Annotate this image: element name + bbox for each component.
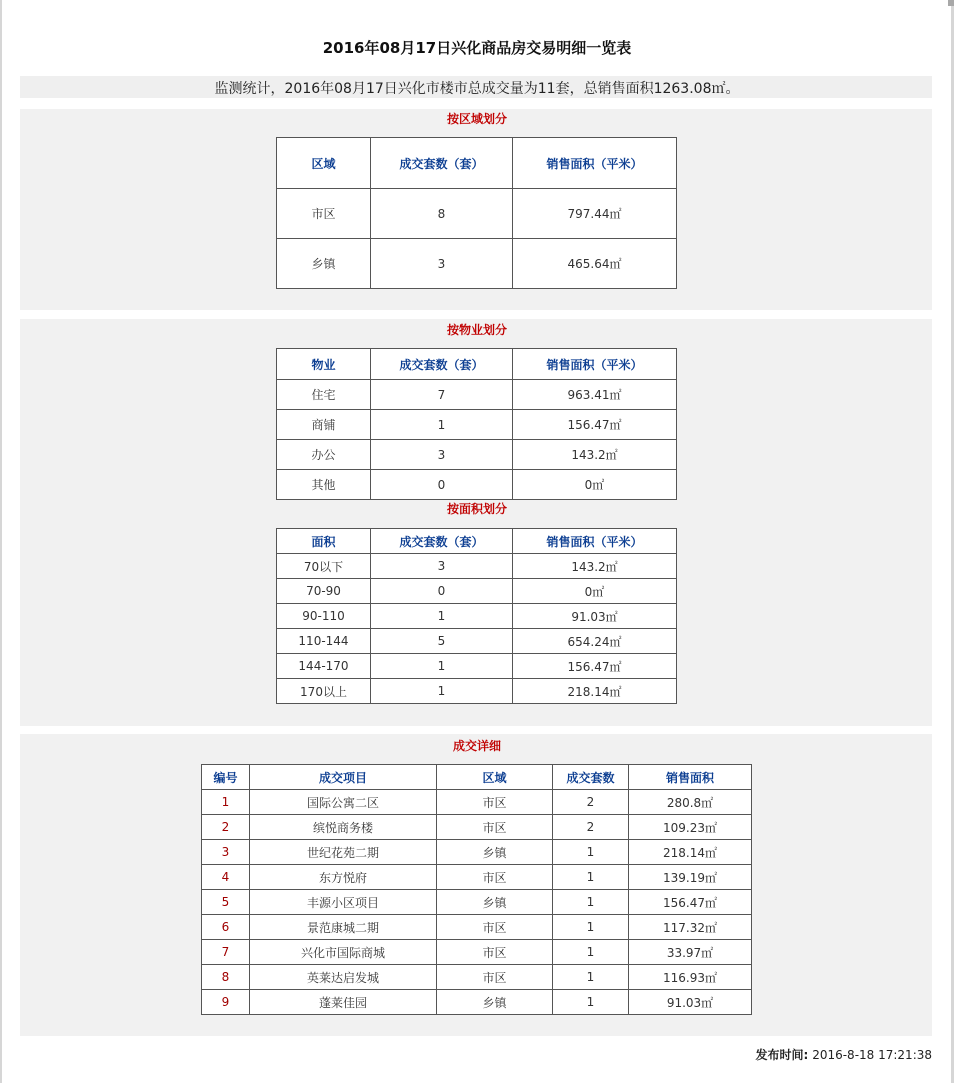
table-row xyxy=(202,890,752,915)
count-cell: 1 xyxy=(371,604,513,629)
area-cell: 280.8㎡ xyxy=(629,790,752,815)
table-row xyxy=(202,915,752,940)
project-cell: 缤悦商务楼 xyxy=(250,815,437,840)
count-cell: 1 xyxy=(553,865,629,890)
table-row xyxy=(277,189,677,239)
count-cell: 1 xyxy=(371,410,513,440)
publish-time xyxy=(756,1046,932,1063)
column-header: 成交套数 xyxy=(553,765,629,790)
column-header: 销售面积（平米） xyxy=(513,138,677,189)
property-table xyxy=(276,348,677,500)
region-cell: 乡镇 xyxy=(437,840,553,865)
column-header: 编号 xyxy=(202,765,250,790)
row-number: 8 xyxy=(202,965,250,990)
table-row xyxy=(277,440,677,470)
area-cell: 143.2㎡ xyxy=(513,440,677,470)
table-row xyxy=(202,865,752,890)
project-cell: 世纪花苑二期 xyxy=(250,840,437,865)
property-cell: 住宅 xyxy=(277,380,371,410)
summary-text: 监测统计，2016年08月17日兴化市楼市总成交量为11套，总销售面积1263.08㎡。 xyxy=(214,81,740,97)
count-cell: 1 xyxy=(553,915,629,940)
count-cell: 1 xyxy=(553,965,629,990)
property-cell: 商铺 xyxy=(277,410,371,440)
column-header: 销售面积（平米） xyxy=(513,529,677,554)
table-row xyxy=(277,470,677,500)
table-header-row xyxy=(277,349,677,380)
column-header: 成交项目 xyxy=(250,765,437,790)
region-cell: 市区 xyxy=(437,815,553,840)
area-cell: 797.44㎡ xyxy=(513,189,677,239)
area-range-cell: 170以上 xyxy=(277,679,371,704)
table-row xyxy=(202,840,752,865)
column-header: 销售面积 xyxy=(629,765,752,790)
count-cell: 3 xyxy=(371,440,513,470)
region-cell: 乡镇 xyxy=(437,890,553,915)
area-range-cell: 144-170 xyxy=(277,654,371,679)
count-cell: 3 xyxy=(371,239,513,289)
column-header: 物业 xyxy=(277,349,371,380)
area-cell: 218.14㎡ xyxy=(513,679,677,704)
row-number: 1 xyxy=(202,790,250,815)
area-cell: 0㎡ xyxy=(513,470,677,500)
window-left-border xyxy=(0,0,2,1083)
region-cell: 市区 xyxy=(437,915,553,940)
table-row xyxy=(277,604,677,629)
area-table xyxy=(276,528,677,704)
count-cell: 1 xyxy=(371,654,513,679)
table-row xyxy=(277,629,677,654)
column-header: 成交套数（套） xyxy=(371,529,513,554)
region-cell: 市区 xyxy=(277,189,371,239)
count-cell: 2 xyxy=(553,815,629,840)
area-cell: 963.41㎡ xyxy=(513,380,677,410)
count-cell: 1 xyxy=(553,890,629,915)
column-header: 面积 xyxy=(277,529,371,554)
property-cell: 其他 xyxy=(277,470,371,500)
area-cell: 218.14㎡ xyxy=(629,840,752,865)
property-cell: 办公 xyxy=(277,440,371,470)
area-range-cell: 110-144 xyxy=(277,629,371,654)
region-cell: 乡镇 xyxy=(437,990,553,1015)
row-number: 2 xyxy=(202,815,250,840)
area-cell: 139.19㎡ xyxy=(629,865,752,890)
project-cell: 东方悦府 xyxy=(250,865,437,890)
table-row xyxy=(277,410,677,440)
count-cell: 1 xyxy=(553,940,629,965)
region-section-heading: 按区域划分 xyxy=(446,112,507,126)
project-cell: 国际公寓二区 xyxy=(250,790,437,815)
area-cell: 117.32㎡ xyxy=(629,915,752,940)
count-cell: 0 xyxy=(371,470,513,500)
row-number: 4 xyxy=(202,865,250,890)
area-cell: 465.64㎡ xyxy=(513,239,677,289)
column-header: 区域 xyxy=(437,765,553,790)
table-row xyxy=(202,790,752,815)
project-cell: 景范康城二期 xyxy=(250,915,437,940)
table-row xyxy=(277,579,677,604)
project-cell: 英莱达启发城 xyxy=(250,965,437,990)
row-number: 3 xyxy=(202,840,250,865)
area-cell: 0㎡ xyxy=(513,579,677,604)
row-number: 7 xyxy=(202,940,250,965)
area-cell: 143.2㎡ xyxy=(513,554,677,579)
details-section-heading: 成交详细 xyxy=(452,739,501,753)
table-row xyxy=(277,679,677,704)
region-cell: 市区 xyxy=(437,965,553,990)
count-cell: 1 xyxy=(371,679,513,704)
region-cell: 乡镇 xyxy=(277,239,371,289)
count-cell: 1 xyxy=(553,840,629,865)
property-section-heading: 按物业划分 xyxy=(446,323,507,337)
table-header-row xyxy=(202,765,752,790)
table-header-row xyxy=(277,529,677,554)
row-number: 9 xyxy=(202,990,250,1015)
area-cell: 156.47㎡ xyxy=(513,410,677,440)
region-cell: 市区 xyxy=(437,940,553,965)
count-cell: 3 xyxy=(371,554,513,579)
column-header: 成交套数（套） xyxy=(371,349,513,380)
publish-time-label: 发布时间: xyxy=(755,1048,809,1062)
project-cell: 兴化市国际商城 xyxy=(250,940,437,965)
table-row xyxy=(202,990,752,1015)
count-cell: 8 xyxy=(371,189,513,239)
column-header: 销售面积（平米） xyxy=(513,349,677,380)
page-title: 2016年08月17日兴化商品房交易明细一览表 xyxy=(322,39,632,57)
column-header: 成交套数（套） xyxy=(371,138,513,189)
table-row xyxy=(277,239,677,289)
window-corner-marker xyxy=(948,0,954,6)
table-row xyxy=(202,815,752,840)
row-number: 6 xyxy=(202,915,250,940)
region-table xyxy=(276,137,677,289)
details-table xyxy=(201,764,752,1015)
table-row xyxy=(277,654,677,679)
row-number: 5 xyxy=(202,890,250,915)
table-row xyxy=(202,940,752,965)
area-cell: 156.47㎡ xyxy=(629,890,752,915)
count-cell: 5 xyxy=(371,629,513,654)
column-header: 区域 xyxy=(277,138,371,189)
count-cell: 2 xyxy=(553,790,629,815)
table-row xyxy=(202,965,752,990)
region-cell: 市区 xyxy=(437,865,553,890)
area-range-cell: 90-110 xyxy=(277,604,371,629)
count-cell: 1 xyxy=(553,990,629,1015)
table-row xyxy=(277,554,677,579)
project-cell: 蓬莱佳园 xyxy=(250,990,437,1015)
table-header-row xyxy=(277,138,677,189)
area-range-cell: 70以下 xyxy=(277,554,371,579)
area-cell: 33.97㎡ xyxy=(629,940,752,965)
area-section-heading: 按面积划分 xyxy=(446,502,507,516)
table-row xyxy=(277,380,677,410)
area-cell: 116.93㎡ xyxy=(629,965,752,990)
area-cell: 654.24㎡ xyxy=(513,629,677,654)
project-cell: 丰源小区项目 xyxy=(250,890,437,915)
publish-time-value: 2016-8-18 17:21:38 xyxy=(812,1048,932,1062)
area-cell: 91.03㎡ xyxy=(513,604,677,629)
area-cell: 156.47㎡ xyxy=(513,654,677,679)
region-cell: 市区 xyxy=(437,790,553,815)
area-cell: 109.23㎡ xyxy=(629,815,752,840)
count-cell: 7 xyxy=(371,380,513,410)
area-cell: 91.03㎡ xyxy=(629,990,752,1015)
area-range-cell: 70-90 xyxy=(277,579,371,604)
count-cell: 0 xyxy=(371,579,513,604)
